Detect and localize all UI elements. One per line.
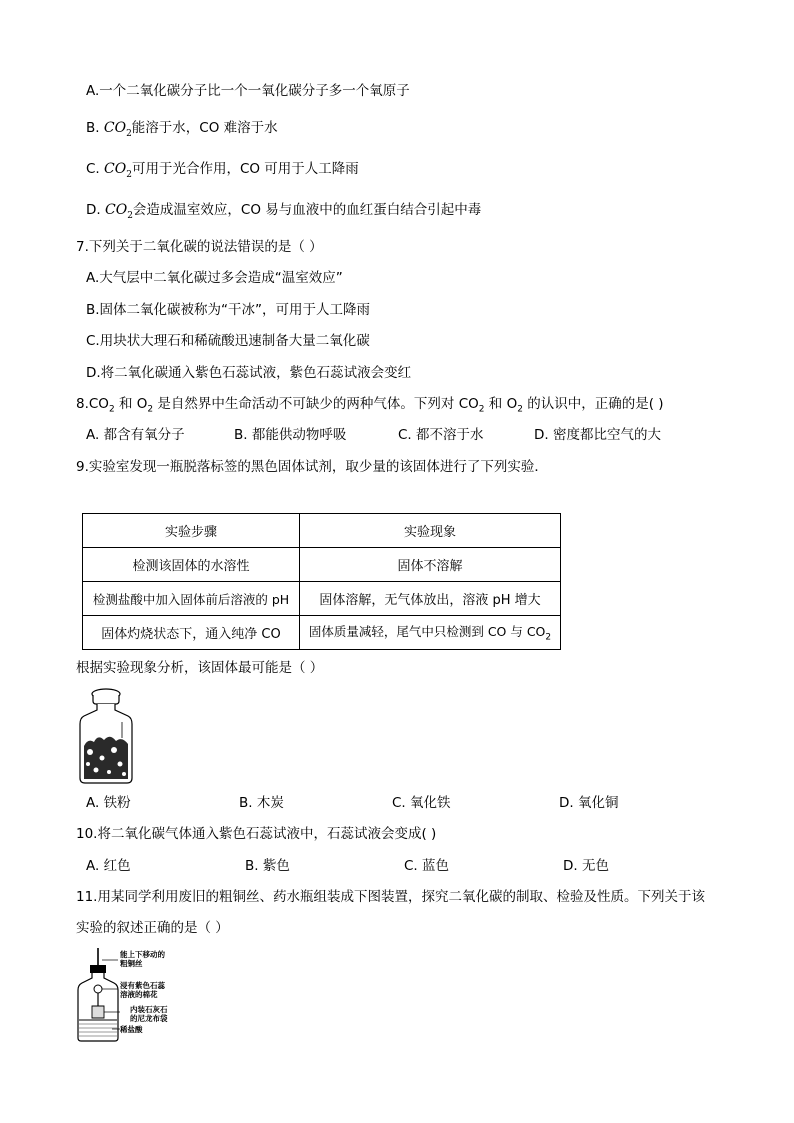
apparatus-diagram [72, 946, 222, 1044]
co2-formula: $CO_2$ [104, 161, 132, 180]
q6-option-c-label: C. [86, 161, 100, 177]
q6-option-a: A.一个二氧化碳分子比一个一氧化碳分子多一个氧原子 [86, 83, 410, 99]
q6-option-c-text: 可用于光合作用，CO 可用于人工降雨 [131, 161, 359, 177]
q6-option-c [86, 159, 359, 185]
table-cell: 固体质量减轻，尾气中只检测到 CO 与 $CO_2$ [300, 616, 561, 650]
q10-option-d: D. 无色 [563, 858, 609, 874]
q6-option-d [86, 200, 481, 226]
table-cell: 检测盐酸中加入固体前后溶液的 pH [83, 582, 300, 616]
table-header-row [83, 514, 561, 548]
q8-option-b: B. 都能供动物呼吸 [234, 427, 347, 443]
q8-option-a: A. 都含有氧分子 [86, 427, 185, 443]
table-row [83, 616, 561, 650]
q8-option-c: C. 都不溶于水 [398, 427, 484, 443]
q6-option-b-label: B. [86, 120, 100, 136]
q7-option-a: A.大气层中二氧化碳过多会造成“温室效应” [86, 270, 343, 286]
table-header: 实验现象 [300, 514, 561, 548]
q11-stem-line1: 11.用某同学利用废旧的粗铜丝、药水瓶组装成下图装置，探究二氧化碳的制取、检验及性质。下列关于该 [76, 889, 705, 905]
label-bag: 内装石灰石 [130, 1005, 168, 1014]
table-row [83, 582, 561, 616]
label-cotton: 浸有紫色石蕊 [120, 981, 165, 990]
q9-option-a: A. 铁粉 [86, 795, 131, 811]
table-row [83, 548, 561, 582]
reagent-bottle-icon [76, 686, 136, 786]
q11-stem-line2: 实验的叙述正确的是（ ） [76, 920, 229, 936]
q7-option-c: C.用块状大理石和稀硫酸迅速制备大量二氧化碳 [86, 333, 370, 349]
q6-option-d-label: D. [86, 202, 101, 218]
q7-stem: 7.下列关于二氧化碳的说法错误的是（ ） [76, 239, 323, 255]
q10-stem: 10.将二氧化碳气体通入紫色石蕊试液中，石蕊试液会变成( ) [76, 826, 437, 842]
experiment-table [82, 513, 561, 650]
q6-option-b-text: 能溶于水，CO 难溶于水 [131, 120, 278, 136]
label-cotton: 溶液的棉花 [120, 990, 158, 999]
table-cell: 固体不溶解 [300, 548, 561, 582]
q6-option-d-text: 会造成温室效应，CO 易与血液中的血红蛋白结合引起中毒 [132, 202, 482, 218]
table-header: 实验步骤 [83, 514, 300, 548]
co2-formula: $CO_2$ [103, 120, 132, 139]
q9-option-d: D. 氧化铜 [559, 795, 619, 811]
q8-stem: $8.CO_2$ 和 $O_2$ 是自然界中生命活动不可缺少的两种气体。下列对 $CO_2$ 和 $O_2$ 的认识中，正确的是( ) [76, 396, 664, 415]
q10-option-c: C. 蓝色 [404, 858, 450, 874]
table-cell: 固体溶解，无气体放出，溶液 pH 增大 [300, 582, 561, 616]
q9-option-b: B. 木炭 [239, 795, 284, 811]
q10-option-a: A. 红色 [86, 858, 131, 874]
label-acid: 稀盐酸 [120, 1025, 143, 1034]
q6-option-b [86, 118, 278, 144]
table-cell: 检测该固体的水溶性 [83, 548, 300, 582]
q9-option-c: C. 氧化铁 [392, 795, 451, 811]
table-cell: 固体灼烧状态下，通入纯净 CO [83, 616, 300, 650]
co2-formula: $CO_2$ [104, 202, 133, 221]
q10-option-b: B. 紫色 [245, 858, 290, 874]
q9-question: 根据实验现象分析，该固体最可能是（ ） [76, 660, 324, 676]
q9-stem: 9.实验室发现一瓶脱落标签的黑色固体试剂，取少量的该固体进行了下列实验． [76, 459, 548, 475]
q7-option-d: D.将二氧化碳通入紫色石蕊试液，紫色石蕊试液会变红 [86, 365, 412, 381]
q8-option-d: D. 密度都比空气的大 [534, 427, 661, 443]
label-wire: 粗铜丝 [120, 959, 143, 968]
label-bag: 的尼龙布袋 [130, 1014, 168, 1023]
q7-option-b: B.固体二氧化碳被称为“干冰”，可用于人工降雨 [86, 302, 371, 318]
label-wire: 能上下移动的 [120, 950, 165, 959]
